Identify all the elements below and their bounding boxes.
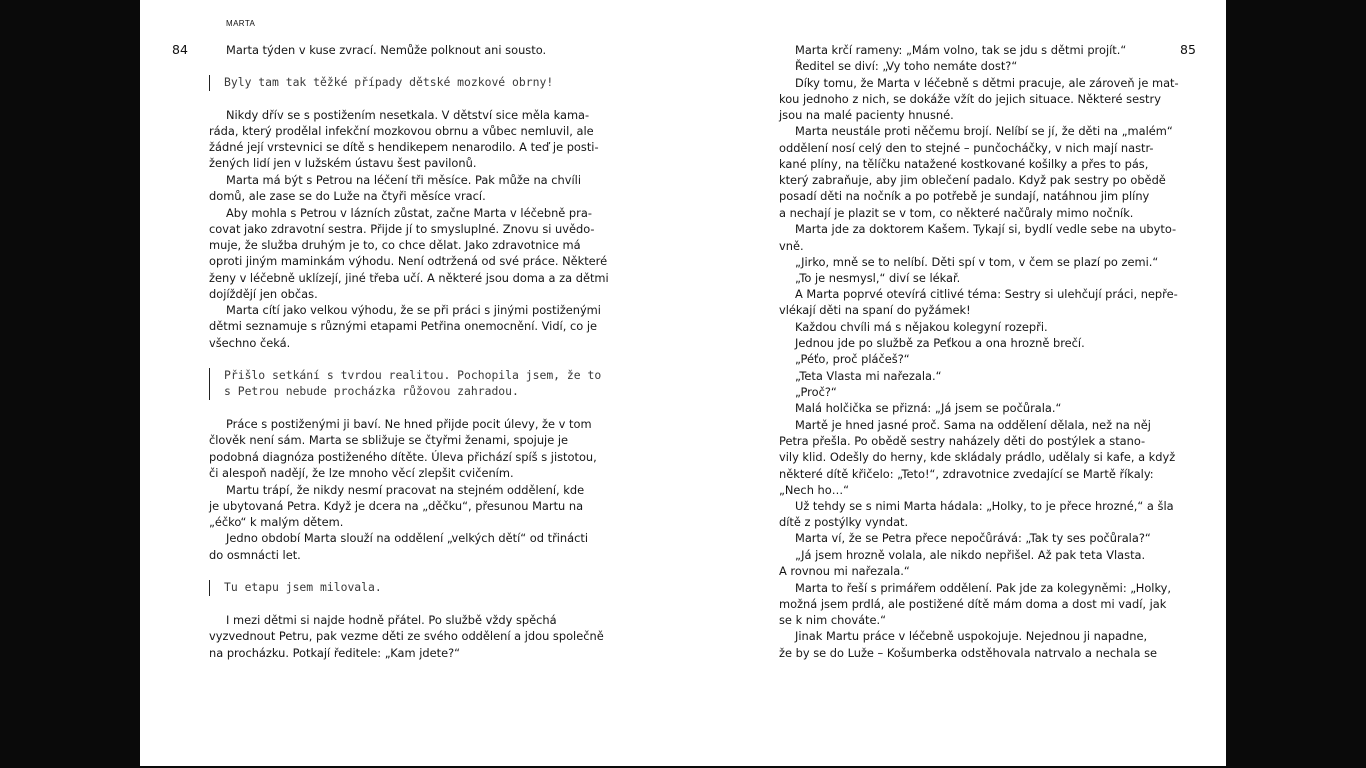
text-line: Martě je hned jasné proč. Sama na oddělení dělala, než na něj <box>795 418 1151 432</box>
text-line: muje, že služba druhým je to, co chce dělat. Jako zdravotnice má <box>209 238 581 252</box>
text-line: vně. <box>779 239 804 253</box>
text-line: jsou na malé pacienty hnusné. <box>779 108 954 122</box>
pull-quote-line: Přišlo setkání s tvrdou realitou. Pochopila jsem, že to <box>224 368 602 382</box>
text-line: dětmi seznamuje s různými etapami Petřina onemocnění. Vidí, co je <box>209 319 597 333</box>
text-line: žených lidí jen v lužském ústavu šest pavilonů. <box>209 156 477 170</box>
text-line: se k nim chováte.“ <box>779 613 887 627</box>
text-line: žádné její vrstevnici se dítě s hendikepem nenarodilo. A teď je posti- <box>209 140 599 154</box>
text-line: ženy v léčebně uklízejí, jiné třeba učí. A některé jsou doma a za dětmi <box>209 271 609 285</box>
text-line: možná jsem prdlá, ale postižené dítě mám doma a dost mi vadí, jak <box>779 597 1167 611</box>
text-line: Každou chvíli má s nějakou kolegyní rozepři. <box>795 320 1048 334</box>
text-line: Jinak Martu práce v léčebně uspokojuje. Nejednou ji napadne, <box>795 629 1148 643</box>
text-line: Marta ví, že se Petra přece nepočůrává: „Tak ty ses počůrala?“ <box>795 531 1151 545</box>
text-line: dítě z postýlky vyndat. <box>779 515 909 529</box>
text-line: Díky tomu, že Marta v léčebně s dětmi pracuje, ale zároveň je mat- <box>795 76 1179 90</box>
text-line: kou jednoho z nich, se dokáže vžít do jejich situace. Některé sestry <box>779 92 1161 106</box>
text-line: Marta to řeší s primářem oddělení. Pak jde za kolegyněmi: „Holky, <box>795 581 1172 595</box>
text-line: všechno čeká. <box>209 336 291 350</box>
text-line: Práce s postiženými ji baví. Ne hned přijde pocit úlevy, že v tom <box>226 417 592 431</box>
text-line: Jedno období Marta slouží na oddělení „velkých dětí“ od třinácti <box>226 531 589 545</box>
text-line: podobná diagnóza postiženého dítěte. Úleva přichází spíš s jistotou, <box>209 450 597 464</box>
text-line: Martu trápí, že nikdy nesmí pracovat na stejném oddělení, kde <box>226 483 585 497</box>
text-line: že by se do Luže – Košumberka odstěhovala natrvalo a nechala se <box>779 646 1158 660</box>
pull-quote-bar <box>209 75 210 91</box>
text-line: kané plíny, na tělíčku natažené kostkované košilky a přes to pás, <box>779 157 1149 171</box>
text-line: Marta krčí rameny: „Mám volno, tak se jdu s dětmi projít.“ <box>795 43 1127 57</box>
text-line: Už tehdy se s nimi Marta hádala: „Holky, to je přece hrozné,“ a šla <box>795 499 1174 513</box>
text-line: který zabraňuje, aby jim oblečení padalo. Když pak sestry po obědě <box>779 173 1166 187</box>
text-line: „Já jsem hrozně volala, ale nikdo nepřišel. Až pak teta Vlasta. <box>795 548 1146 562</box>
text-line: na procházku. Potkají ředitele: „Kam jdete?“ <box>209 646 461 660</box>
pull-quote-line: Byly tam tak těžké případy dětské mozkové obrny! <box>224 75 554 89</box>
book-spread <box>140 0 1226 766</box>
text-line: Petra přešla. Po obědě sestry naházely děti do postýlek a stano- <box>779 434 1146 448</box>
text-line: Jednou jde po službě za Peťkou a ona hrozně brečí. <box>795 336 1085 350</box>
page-number-left: 84 <box>172 42 188 57</box>
text-line: I mezi dětmi si najde hodně přátel. Po službě vždy spěchá <box>226 613 557 627</box>
text-line: domů, ale zase se do Luže na čtyři měsíce vrací. <box>209 189 486 203</box>
text-line: „To je nesmysl,“ diví se lékař. <box>795 271 961 285</box>
page-number-right: 85 <box>1180 42 1196 57</box>
text-line: či alespoň nadějí, že lze mnoho věcí zlepšit cvičením. <box>209 466 514 480</box>
text-line: vyzvednout Petru, pak vezme děti ze svého oddělení a jdou společně <box>209 629 604 643</box>
text-line: dojíždějí jen občas. <box>209 287 318 301</box>
text-line: do osmnácti let. <box>209 548 301 562</box>
text-line: vlékají děti na spaní do pyžámek! <box>779 303 971 317</box>
text-line: A Marta poprvé otevírá citlivé téma: Sestry si ulehčují práci, nepře- <box>795 287 1178 301</box>
text-line: Malá holčička se přizná: „Já jsem se počůrala.“ <box>795 401 1062 415</box>
text-line: oddělení nosí celý den to stejné – punčocháčky, v nich mají nastr- <box>779 141 1154 155</box>
text-line: „Proč?“ <box>795 385 837 399</box>
text-line: Marta týden v kuse zvrací. Nemůže polknout ani sousto. <box>226 43 547 57</box>
pull-quote-bar <box>209 580 210 596</box>
text-line: posadí děti na nočník a po potřebě je sundají, natáhnou jim plíny <box>779 189 1150 203</box>
text-line: a nechají je plazit se v tom, co některé načůraly mimo nočník. <box>779 206 1134 220</box>
text-line: Ředitel se diví: „Vy toho nemáte dost?“ <box>795 59 1018 73</box>
text-line: člověk není sám. Marta se sbližuje se čtyřmi ženami, spojuje je <box>209 433 569 447</box>
text-line: Aby mohla s Petrou v lázních zůstat, začne Marta v léčebně pra- <box>226 206 592 220</box>
text-line: Marta cítí jako velkou výhodu, že se při práci s jinými postiženými <box>226 303 601 317</box>
text-line: vily klid. Odešly do herny, kde skládaly prádlo, udělaly si kafe, a když <box>779 450 1176 464</box>
text-line: „éčko“ k malým dětem. <box>209 515 344 529</box>
text-line: Nikdy dřív se s postižením nesetkala. V dětství sice měla kama- <box>226 108 590 122</box>
text-line: „Nech ho…“ <box>779 483 850 497</box>
text-line: ráda, který prodělal infekční mozkovou obrnu a vůbec nemluvil, ale <box>209 124 594 138</box>
text-line: Marta neustále proti něčemu brojí. Nelíbí se jí, že děti na „malém“ <box>795 124 1173 138</box>
pull-quote-line: s Petrou nebude procházka růžovou zahradou. <box>224 384 519 398</box>
text-line: „Teta Vlasta mi nařezala.“ <box>795 369 942 383</box>
text-line: covat jako zdravotní sestra. Přijde jí to smysluplné. Znovu si uvědo- <box>209 222 595 236</box>
text-line: Marta jde za doktorem Kašem. Tykají si, bydlí vedle sebe na ubyto- <box>795 222 1177 236</box>
pull-quote-bar <box>209 368 210 400</box>
text-line: oproti jiným maminkám výhodu. Není odtržená od své práce. Některé <box>209 254 608 268</box>
text-line: je ubytovaná Petra. Když je dcera na „děčku“, přesunou Martu na <box>209 499 584 513</box>
text-line: „Péťo, proč pláčeš?“ <box>795 352 910 366</box>
pull-quote-line: Tu etapu jsem milovala. <box>224 580 382 594</box>
text-line: A rovnou mi nařezala.“ <box>779 564 910 578</box>
text-line: některé dítě křičelo: „Teto!“, zdravotnice zvedající se Martě říkaly: <box>779 467 1154 481</box>
running-head: MARTA <box>226 19 256 28</box>
text-line: „Jirko, mně se to nelíbí. Děti spí v tom, v čem se plazí po zemi.“ <box>795 255 1159 269</box>
text-line: Marta má být s Petrou na léčení tři měsíce. Pak může na chvíli <box>226 173 581 187</box>
